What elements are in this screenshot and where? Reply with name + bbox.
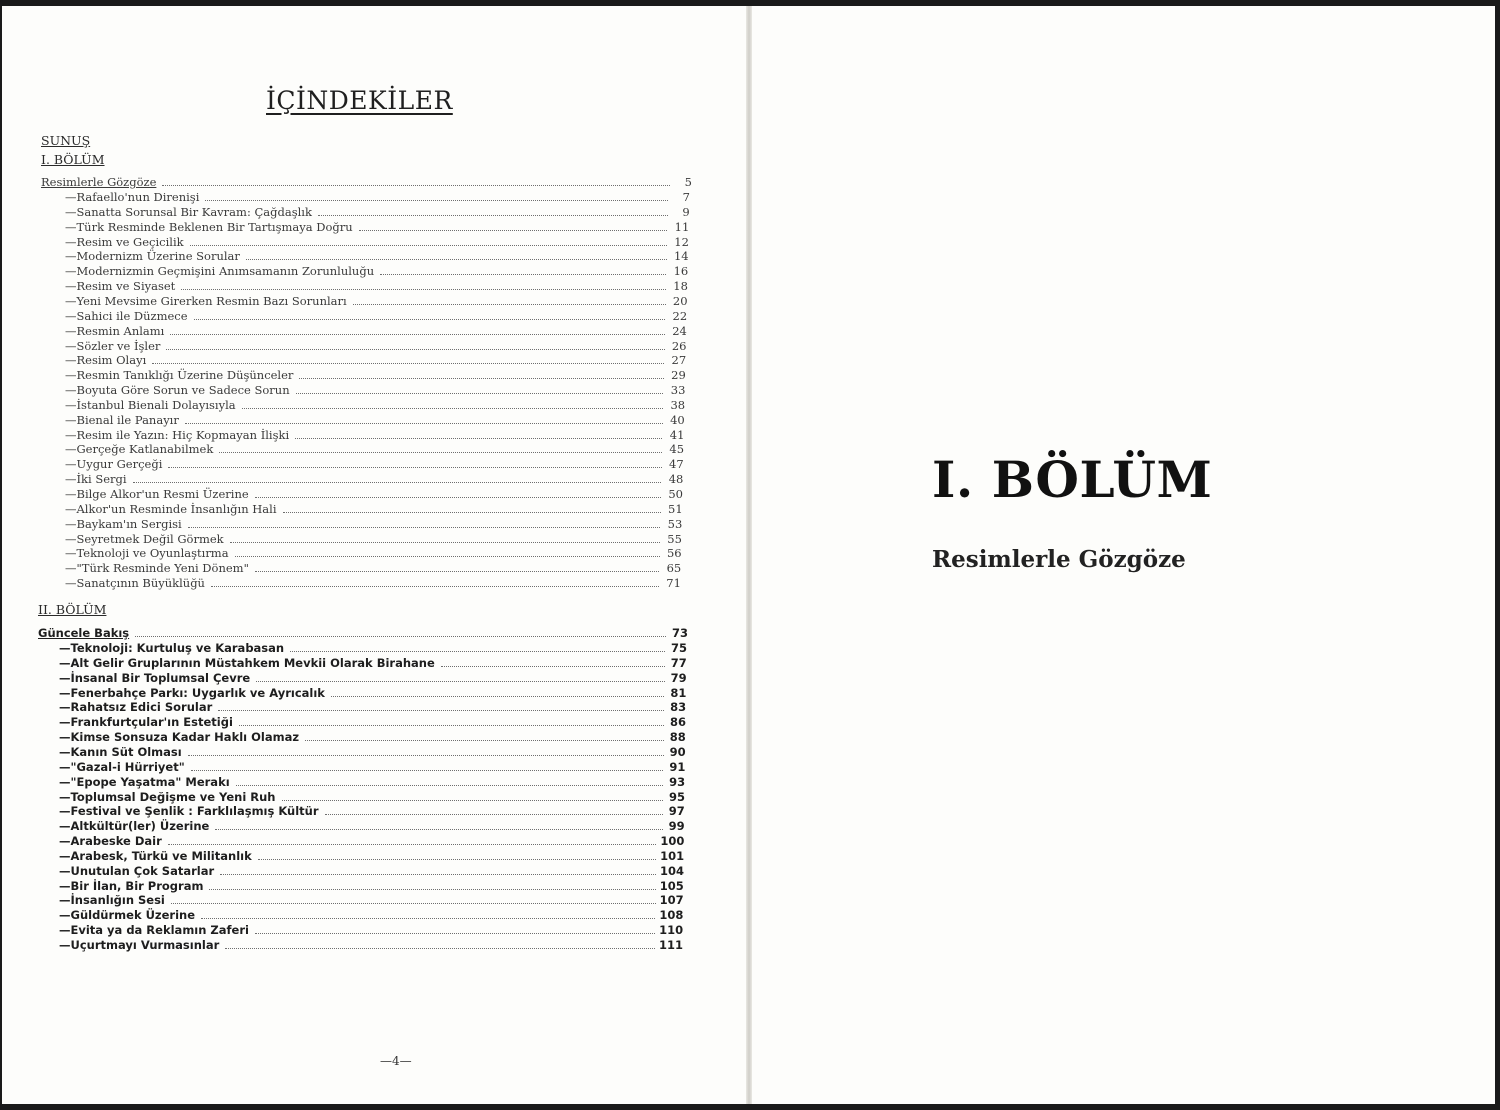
- toc-leader-dots: [296, 393, 664, 394]
- toc-entry-title: —Türk Resminde Beklenen Bir Tartışmaya Doğru: [65, 220, 353, 234]
- toc-leader-dots: [225, 948, 655, 949]
- toc-leader-dots: [190, 245, 667, 246]
- part-title: I. BÖLÜM: [932, 450, 1213, 509]
- toc-leader-dots: [168, 467, 661, 468]
- toc-entry-title: —Yeni Mevsime Girerken Resmin Bazı Sorunları: [65, 294, 347, 308]
- toc-page-number: 88: [669, 730, 686, 744]
- toc-entry-title: —Gerçeğe Katlanabilmek: [65, 442, 214, 456]
- toc-page-number: 107: [659, 893, 684, 907]
- toc-page-number: 24: [672, 324, 687, 338]
- toc-leader-dots: [185, 423, 663, 424]
- toc-entry: [65, 248, 689, 263]
- toc-leader-dots: [239, 725, 664, 726]
- toc-page-number: 75: [670, 641, 687, 655]
- toc-page-number: 48: [668, 472, 684, 486]
- toc-entry-title: —Alt Gelir Gruplarının Müstahkem Mevkii Olarak Birahane: [59, 656, 435, 670]
- toc-leader-dots: [255, 497, 661, 498]
- toc-entry: [65, 278, 688, 293]
- toc-page-number: 86: [669, 715, 686, 729]
- toc-entry: [65, 204, 690, 219]
- toc-entry-title: —Resmin Anlamı: [65, 324, 165, 338]
- toc-leader-dots: [359, 230, 668, 231]
- toc-page-number: 71: [666, 576, 681, 590]
- toc-leader-dots: [166, 349, 664, 350]
- toc-page-number: 108: [659, 908, 684, 922]
- toc-page-number: 45: [669, 442, 685, 456]
- toc-entry: [59, 937, 683, 952]
- toc-page-number: 56: [666, 546, 682, 560]
- toc-page-number: 18: [673, 279, 688, 293]
- toc-page-number: 12: [674, 235, 689, 249]
- toc-page-number: 110: [659, 923, 684, 937]
- part2-label: II. BÖLÜM: [38, 602, 107, 617]
- toc-entry-title: —Evita ya da Reklamın Zaferi: [59, 923, 249, 937]
- toc-entry: [59, 670, 687, 685]
- toc-leader-dots: [290, 651, 665, 652]
- toc-entry: [65, 189, 690, 204]
- toc-leader-dots: [171, 903, 656, 904]
- toc-leader-dots: [299, 378, 663, 379]
- toc-page-number: 93: [669, 775, 686, 789]
- toc-leader-dots: [152, 363, 664, 364]
- toc-entry-title: —Resim ile Yazın: Hiç Kopmayan İlişki: [65, 428, 290, 442]
- toc-leader-dots: [235, 556, 660, 557]
- toc-entry-title: —Modernizm Üzerine Sorular: [65, 249, 240, 263]
- toc-entry-title: —Bir İlan, Bir Program: [59, 879, 204, 893]
- toc-leader-dots: [188, 755, 664, 756]
- toc-entry-title: —Rafaello'nun Direnişi: [65, 190, 200, 204]
- toc-leader-dots: [133, 482, 662, 483]
- toc-leader-dots: [209, 889, 655, 890]
- toc-entry-title: —İnsanal Bir Toplumsal Çevre: [59, 671, 251, 685]
- toc-entry: [65, 531, 682, 546]
- part1-label: I. BÖLÜM: [41, 152, 105, 167]
- toc-leader-dots: [353, 304, 666, 305]
- toc-entry-title: —İki Sergi: [65, 472, 127, 486]
- toc-page-number: 38: [670, 398, 686, 412]
- toc-entry-title: —Güldürmek Üzerine: [59, 908, 196, 922]
- toc-entry-title: —Sahici ile Düzmece: [65, 309, 188, 323]
- toc-leader-dots: [325, 814, 663, 815]
- toc-page-number: 20: [672, 294, 688, 308]
- toc-entry: [65, 323, 687, 338]
- toc-leader-dots: [258, 859, 656, 860]
- toc-entry: [65, 516, 682, 531]
- toc-page-number: 77: [670, 656, 687, 670]
- toc-entry: [59, 878, 684, 893]
- toc-entry: [59, 655, 687, 670]
- toc-entry: [59, 759, 685, 774]
- toc-page-number: 29: [671, 368, 686, 382]
- toc-leader-dots: [295, 438, 662, 439]
- toc-page-number: 105: [659, 879, 684, 893]
- toc-page-number: 81: [670, 686, 687, 700]
- part-subtitle: Resimlerle Gözgöze: [932, 546, 1186, 573]
- toc-leader-dots: [331, 696, 664, 697]
- toc-entry-title: —İnsanlığın Sesi: [59, 893, 165, 907]
- toc-page-number: 22: [672, 309, 688, 323]
- toc-page-number: 26: [671, 339, 687, 353]
- toc-page-number: 95: [668, 790, 685, 804]
- toc-entry-title: —Fenerbahçe Parkı: Uygarlık ve Ayrıcalık: [59, 686, 325, 700]
- toc-leader-dots: [305, 740, 664, 741]
- toc-entry: [65, 308, 687, 323]
- toc-leader-dots: [230, 542, 660, 543]
- toc-entry: [59, 789, 685, 804]
- toc-entry: [65, 456, 684, 471]
- toc-leader-dots: [205, 200, 668, 201]
- toc-entry-title: —Resim Olayı: [65, 353, 147, 367]
- toc-entry: [65, 427, 684, 442]
- toc-entry-title: —Sözler ve İşler: [65, 339, 161, 353]
- toc-entry-title: —"Epope Yaşatma" Merakı: [59, 775, 230, 789]
- sunus-label: SUNUŞ: [41, 133, 91, 148]
- toc-entry: [65, 293, 688, 308]
- toc-heading-row: [38, 625, 688, 640]
- toc-entry-title: —Alkor'un Resminde İnsanlığın Hali: [65, 502, 277, 516]
- toc-entry-title: —Kimse Sonsuza Kadar Haklı Olamaz: [59, 730, 300, 744]
- toc-leader-dots: [441, 666, 665, 667]
- toc-entry-title: —Baykam'ın Sergisi: [65, 517, 182, 531]
- toc-entry: [65, 338, 687, 353]
- toc-entry-title: —Resmin Tanıklığı Üzerine Düşünceler: [65, 368, 294, 382]
- toc-page-number: 73: [671, 626, 688, 640]
- toc-entry: [59, 774, 685, 789]
- toc-leader-dots: [188, 527, 661, 528]
- toc-leader-dots: [170, 334, 665, 335]
- toc-page-number: 99: [668, 819, 685, 833]
- toc-page-number: 79: [670, 671, 687, 685]
- toc-entry: [59, 640, 687, 655]
- toc-entry-title: —Resim ve Siyaset: [65, 279, 176, 293]
- toc-entry: [59, 818, 685, 833]
- toc-entry-title: —Unutulan Çok Satarlar: [59, 864, 215, 878]
- toc-entry-title: —Bienal ile Panayır: [65, 413, 179, 427]
- toc-entry: [65, 263, 688, 278]
- toc-entry-title: —"Gazal-i Hürriyet": [59, 760, 185, 774]
- toc-entry-title: —Arabeske Dair: [59, 834, 162, 848]
- toc-leader-dots: [246, 259, 667, 260]
- toc-entry: [65, 560, 681, 575]
- toc-page-number: 101: [660, 849, 685, 863]
- toc-page-number: 7: [682, 190, 690, 204]
- toc-entry: [59, 907, 683, 922]
- toc-leader-dots: [215, 829, 662, 830]
- toc-page-number: 91: [669, 760, 686, 774]
- toc-leader-dots: [242, 408, 663, 409]
- toc-entry-title: —Kanın Süt Olması: [59, 745, 182, 759]
- toc-entry: [65, 501, 683, 516]
- toc-entry: [65, 575, 681, 590]
- toc-page-number: 65: [666, 561, 682, 575]
- toc-leader-dots: [255, 571, 659, 572]
- toc-page-number: 9: [682, 205, 690, 219]
- toc-entry: [59, 863, 684, 878]
- toc-entry: [65, 367, 686, 382]
- toc-entry-title: —Seyretmek Değil Görmek: [65, 532, 224, 546]
- toc-entry-title: —Bilge Alkor'un Resmi Üzerine: [65, 487, 249, 501]
- toc-page-number: 83: [670, 700, 687, 714]
- toc-page-number: 104: [659, 864, 684, 878]
- toc-leader-dots: [220, 874, 656, 875]
- toc-leader-dots: [380, 274, 666, 275]
- toc-entry: [59, 803, 685, 818]
- toc-page-number: 90: [669, 745, 686, 759]
- toc-entry-title: —İstanbul Bienali Dolayısıyla: [65, 398, 236, 412]
- toc-entry: [59, 699, 686, 714]
- toc-leader-dots: [211, 586, 659, 587]
- toc-entry: [65, 382, 685, 397]
- toc-page-number: 14: [673, 249, 689, 263]
- toc-page-number: 5: [684, 175, 692, 189]
- toc-leader-dots: [256, 681, 664, 682]
- toc-leader-dots: [236, 785, 664, 786]
- toc-page-number: 50: [668, 487, 683, 501]
- toc-page-number: 27: [671, 353, 687, 367]
- toc-entry-title: —Festival ve Şenlik : Farklılaşmış Kültür: [59, 804, 319, 818]
- toc-entry-title: —Sanatta Sorunsal Bir Kavram: Çağdaşlık: [65, 205, 312, 219]
- toc-entry-title: —Rahatsız Edici Sorular: [59, 700, 213, 714]
- toc-entry-title: —Arabesk, Türkü ve Militanlık: [59, 849, 252, 863]
- toc-leader-dots: [219, 452, 662, 453]
- toc-page-number: 100: [660, 834, 685, 848]
- toc-entry: [65, 441, 684, 456]
- toc-leader-dots: [282, 800, 664, 801]
- toc-entry-title: —Toplumsal Değişme ve Yeni Ruh: [59, 790, 276, 804]
- toc-page-number: 53: [667, 517, 683, 531]
- toc-leader-dots: [255, 933, 655, 934]
- toc-entry-title: —Sanatçının Büyüklüğü: [65, 576, 205, 590]
- toc-entry: [65, 219, 689, 234]
- toc-leader-dots: [162, 185, 670, 186]
- toc-page-number: 40: [670, 413, 685, 427]
- toc-page-number: 47: [669, 457, 684, 471]
- toc-leader-dots: [201, 918, 655, 919]
- toc-page-number: 16: [673, 264, 689, 278]
- toc-entry-title: —Teknoloji ve Oyunlaştırma: [65, 546, 229, 560]
- toc-entry-title: Resimlerle Gözgöze: [41, 175, 157, 189]
- toc-entry-title: —"Türk Resminde Yeni Dönem": [65, 561, 249, 575]
- toc-entry: [65, 234, 689, 249]
- toc-entry-title: —Boyuta Göre Sorun ve Sadece Sorun: [65, 383, 290, 397]
- toc-entry: [65, 397, 685, 412]
- toc-leader-dots: [283, 512, 661, 513]
- toc-leader-dots: [191, 770, 664, 771]
- toc-entry: [65, 486, 683, 501]
- toc-entry: [59, 685, 686, 700]
- toc-entry: [59, 729, 686, 744]
- toc-entry-title: —Frankfurtçular'ın Estetiği: [59, 715, 233, 729]
- toc-title: İÇİNDEKİLER: [266, 86, 453, 115]
- toc-entry-title: —Modernizmin Geçmişini Anımsamanın Zorunluluğu: [65, 264, 375, 278]
- toc-entry-title: —Uygur Gerçeği: [65, 457, 163, 471]
- toc-page-number: 51: [668, 502, 683, 516]
- toc-entry: [65, 352, 686, 367]
- toc-leader-dots: [135, 636, 666, 637]
- toc-leader-dots: [181, 289, 666, 290]
- toc-page-number: 33: [670, 383, 686, 397]
- toc-entry-title: —Resim ve Geçicilik: [65, 235, 184, 249]
- toc-page-number: 55: [667, 532, 682, 546]
- toc-leader-dots: [318, 215, 668, 216]
- toc-entry-title: Güncele Bakış: [38, 626, 130, 640]
- toc-entry: [65, 412, 685, 427]
- toc-leader-dots: [168, 844, 657, 845]
- toc-entry: [59, 922, 683, 937]
- toc-heading-row: [41, 174, 692, 189]
- toc-page-number: 41: [669, 428, 685, 442]
- page-number: —4—: [380, 1054, 412, 1068]
- toc-page-number: 97: [668, 804, 685, 818]
- toc-entry-title: —Teknoloji: Kurtuluş ve Karabasan: [59, 641, 285, 655]
- toc-entry: [59, 833, 684, 848]
- toc-entry: [65, 471, 683, 486]
- toc-leader-dots: [218, 710, 664, 711]
- toc-page-number: 111: [658, 938, 683, 952]
- toc-page-number: 11: [674, 220, 690, 234]
- toc-entry: [65, 545, 682, 560]
- toc-leader-dots: [194, 319, 666, 320]
- toc-entry: [59, 714, 686, 729]
- toc-entry: [59, 744, 686, 759]
- toc-entry: [59, 892, 684, 907]
- toc-entry: [59, 848, 684, 863]
- toc-entry-title: —Uçurtmayı Vurmasınlar: [59, 938, 220, 952]
- toc-entry-title: —Altkültür(ler) Üzerine: [59, 819, 210, 833]
